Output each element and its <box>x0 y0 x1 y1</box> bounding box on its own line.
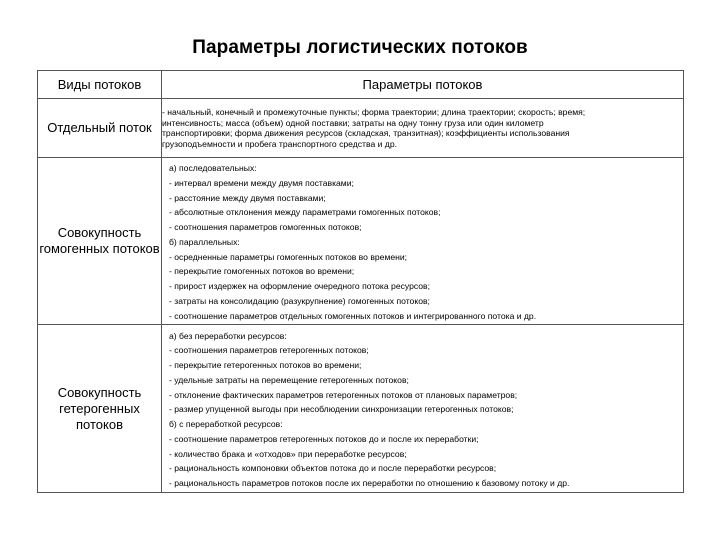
flow-type-cell: Отдельный поток <box>38 99 162 158</box>
table-row <box>38 325 684 493</box>
param-line: - абсолютные отклонения между параметрами гомогенных потоков; <box>169 207 441 218</box>
header-flow-params: Параметры потоков <box>162 71 684 99</box>
param-line: - перекрытие гомогенных потоков во времени; <box>169 266 355 277</box>
param-line: - количество брака и «отходов» при переработке ресурсов; <box>169 448 407 459</box>
param-line: а) последовательных: <box>169 163 257 173</box>
table-header-row <box>38 71 684 99</box>
param-line: - удельные затраты на перемещение гетерогенных потоков; <box>169 374 409 385</box>
table-row <box>38 99 684 158</box>
flow-type-cell: Совокупность гетерогенных потоков <box>38 325 162 493</box>
param-line: - расстояние между двумя поставками; <box>169 192 326 203</box>
param-line: - рациональность параметров потоков после их переработки по отношению к базовому потоку и др. <box>169 478 570 489</box>
param-line: - соотношение параметров гетерогенных потоков до и после их переработки; <box>169 433 479 444</box>
param-line: - затраты на консолидацию (разукрупнение) гомогенных потоков; <box>169 295 430 306</box>
param-line: интенсивность; масса (объем) одной поставки; затраты на одну тонну груза или один километр <box>162 117 544 128</box>
flow-params-cell <box>162 325 684 493</box>
param-line: - соотношения параметров гетерогенных потоков; <box>169 345 369 356</box>
param-line: - рациональность компоновки объектов потока до и после переработки ресурсов; <box>169 463 497 474</box>
param-line: - отклонение фактических параметров гетерогенных потоков от плановых параметров; <box>169 389 518 400</box>
page-title: Параметры логистических потоков <box>192 37 528 58</box>
logistics-params-table <box>37 70 684 493</box>
param-line: а) без переработки ресурсов: <box>169 330 287 341</box>
flow-type-cell: Совокупность гомогенных потоков <box>38 158 162 325</box>
param-line: транспортировки; форма движения ресурсов (складская, транзитная); коэффициенты использования <box>162 128 570 138</box>
param-line: - размер упущенной выгоды при несоблюдении синхронизации гетерогенных потоков; <box>169 404 514 415</box>
param-line: б) параллельных: <box>169 236 240 247</box>
param-line: - интервал времени между двумя поставками; <box>169 177 354 188</box>
param-line: - прирост издержек на оформление очередного потока ресурсов; <box>169 281 431 291</box>
flow-params-cell <box>162 99 684 158</box>
param-line: грузоподъемности и пробега транспортного средства и др. <box>162 138 397 149</box>
param-line: - соотношения параметров гомогенных потоков; <box>169 222 362 232</box>
header-flow-types: Виды потоков <box>38 71 162 99</box>
param-line: б) с переработкой ресурсов: <box>169 419 283 430</box>
param-line: - соотношение параметров отдельных гомогенных потоков и интегрированного потока и др. <box>169 310 537 321</box>
flow-params-cell <box>162 158 684 325</box>
table-row <box>38 158 684 325</box>
param-line: - перекрытие гетерогенных потоков во времени; <box>169 360 362 371</box>
param-line: - начальный, конечный и промежуточные пункты; форма траектории; длина траектории; скорость; время; <box>162 107 586 117</box>
param-line: - осредненные параметры гомогенных потоков во времени; <box>169 251 408 262</box>
